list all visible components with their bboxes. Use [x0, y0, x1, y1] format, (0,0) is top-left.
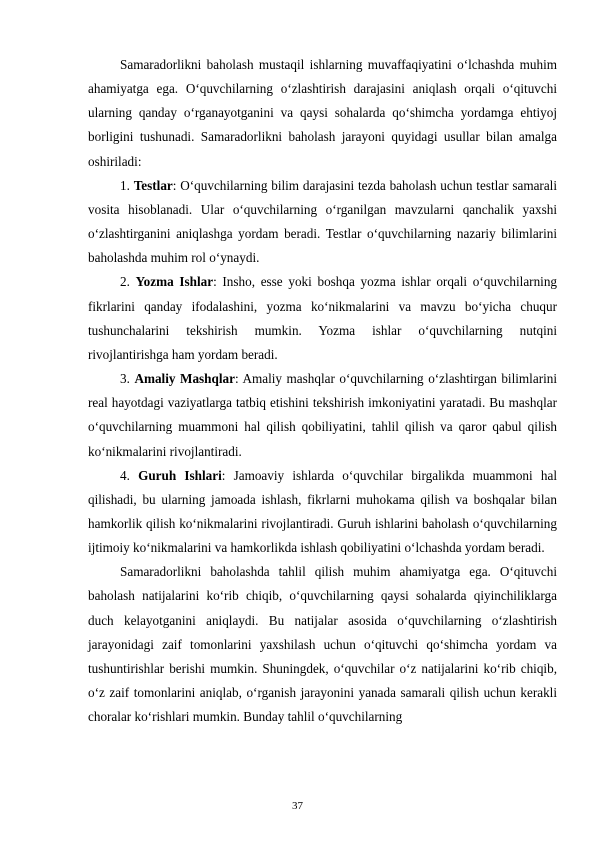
list-item-term: Guruh Ishlari — [138, 467, 222, 483]
list-item-number: 3. — [120, 371, 135, 387]
list-item-yozma-ishlar — [88, 270, 557, 367]
list-item-text: : O‘quvchilarning bilim darajasini tezda baholash uchun testlar samarali vosita hisoblanadi. Ular o‘quvchilarning o‘rganilgan mavzularni qanchalik yaxshi o‘zlashtirganini aniqlashga yordam beradi. Testlar o‘quvchilarning nazariy bilimlarini baholashda muhim rol o‘ynaydi. — [88, 177, 557, 266]
list-item-number: 2. — [120, 274, 136, 290]
list-item-number: 4. — [120, 467, 139, 483]
list-item-text: : Amaliy mashqlar o‘quvchilarning o‘zlashtirgan bilimlarini real hayotdagi vaziyatlarga tatbiq etishini tekshirish imkoniyatini yaratadi. Bu mashqlar o‘quvchilarning muammoni hal qilish qobiliyatini, tahlil qilish va qaror qabul qilish ko‘nikmalarini rivojlantiradi. — [88, 371, 558, 459]
paragraph-text: Samaradorlikni baholashda tahlil qilish muhim ahamiyatga ega. O‘qituvchi baholash natijalarini ko‘rib chiqib, o‘quvchilarning qaysi sohalarda qiyinchiliklarga duch kelayotganini aniqlaydi. Bu natijalar asosida o‘quvchilarning o‘zlashtirish jarayonidagi zaif tomonlarini yaxshilash uchun o‘qituvchi qo‘shimcha yordam va tushuntirishlar berishi mumkin. Shuningdek, o‘quvchilar o‘z natijalarini ko‘rib chiqib, o‘z zaif tomonlarini aniqlab, o‘rganish jarayonini yanada samarali qilish uchun kerakli choralar ko‘rishlari mumkin. Bunday tahlil o‘quvchilarning — [88, 564, 557, 725]
list-item-term: Yozma Ishlar — [135, 274, 214, 290]
list-item-term: Amaliy Mashqlar — [134, 371, 235, 387]
list-item-term: Testlar — [133, 177, 173, 193]
list-item-guruh-ishlari — [88, 464, 557, 561]
list-item-text: : Jamoaviy ishlarda o‘quvchilar birgalikda muammoni hal qilishadi, bu ularning jamoada ishlash, fikrlarni muhokama qilish va boshqalar bilan hamkorlik qilish ko‘nikmalarini rivojlantiradi. Guruh ishlarini baholash o‘quvchilarning ijtimoiy ko‘nikmalarini va hamkorlikda ishlash qobiliyatini o‘lchashda yordam beradi. — [88, 467, 557, 556]
paragraph-analysis — [88, 560, 557, 729]
paragraph-intro — [88, 53, 557, 174]
list-item-amaliy-mashqlar — [88, 367, 557, 464]
document-body — [88, 53, 557, 729]
paragraph-text: Samaradorlikni baholash mustaqil ishlarning muvaffaqiyatini o‘lchashda muhim ahamiyatga ega. O‘quvchilarning o‘zlashtirish darajasini aniqlash orqali o‘qituvchi ularning qanday o‘rganayotganini va qaysi sohalarda qo‘shimcha yordamga ehtiyoj borligini tushunadi. Samaradorlikni baholash jarayoni quyidagi usullar bilan amalga oshiriladi: — [88, 57, 557, 169]
list-item-number: 1. — [120, 177, 134, 193]
list-item-text: : Insho, esse yoki boshqa yozma ishlar orqali o‘quvchilarning fikrlarini qanday ifodalashini, yozma ko‘nikmalarini va mavzu bo‘yicha chuqur tushunchalarini tekshirish mumkin. Yozma ishlar o‘quvchilarning nutqini rivojlantirishga ham yordam beradi. — [88, 274, 558, 362]
page-number: 37 — [292, 800, 303, 812]
list-item-testlar — [88, 174, 557, 271]
